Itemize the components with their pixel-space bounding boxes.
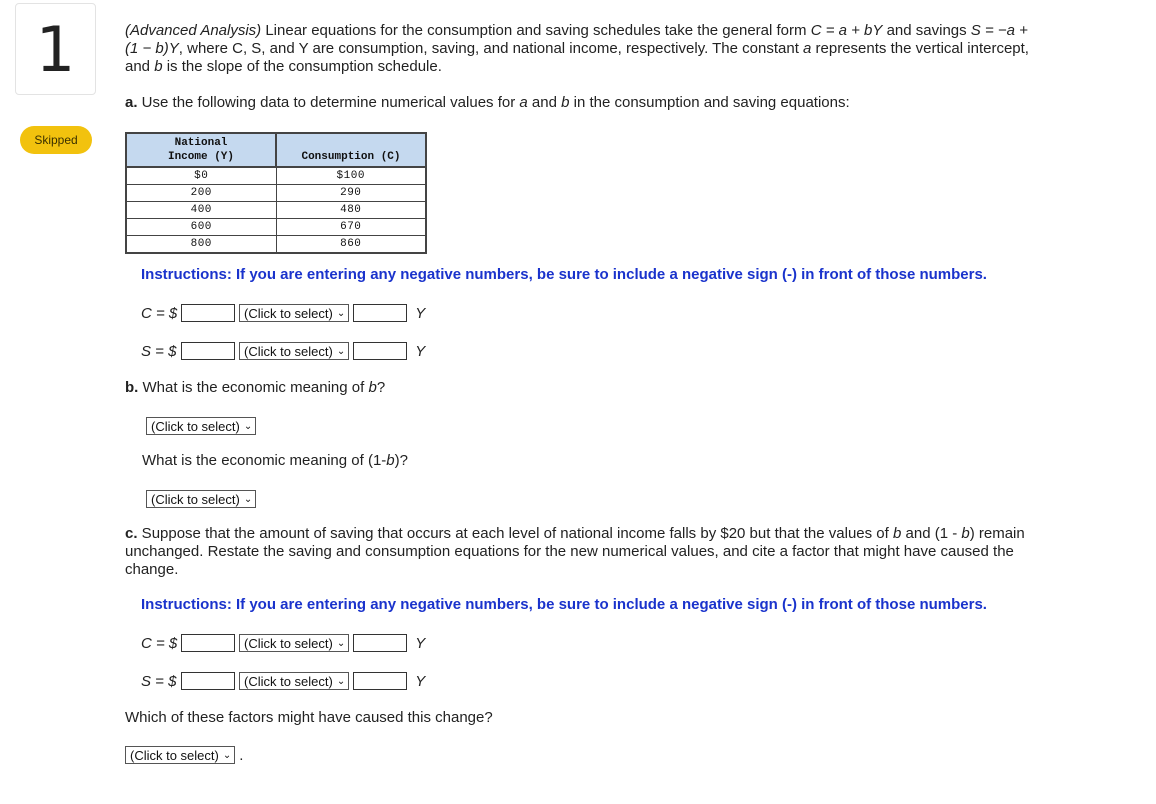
part-c-line-1: c. Suppose that the amount of saving that occurs at each level of national income falls by $20 but that the values of b and (1 - b) remain	[125, 525, 1025, 542]
part-c-line-3: change.	[125, 561, 179, 578]
income-consumption-table	[125, 132, 427, 254]
intro-line-1: (Advanced Analysis) Linear equations for the consumption and saving schedules take the general form C = a + bY and savings S = −a +	[125, 22, 1028, 39]
question-number: 1	[15, 3, 96, 95]
table-row: 800 860	[126, 236, 426, 254]
new-c-intercept-input[interactable]	[181, 634, 235, 652]
chevron-down-icon: ⌄	[243, 420, 253, 432]
new-c-sign-select[interactable]: (Click to select) ⌄	[239, 634, 349, 652]
part-b-question-2: What is the economic meaning of (1-b)?	[142, 452, 408, 469]
meaning-of-1-minus-b-select[interactable]: (Click to select) ⌄	[146, 490, 256, 508]
part-b-select-row	[146, 415, 256, 437]
c-sign-select[interactable]: (Click to select) ⌄	[239, 304, 349, 322]
part-a-prompt: a. Use the following data to determine numerical values for a and b in the consumption and saving equations:	[125, 94, 850, 111]
equation-row-c-c	[141, 632, 425, 654]
new-s-intercept-input[interactable]	[181, 672, 235, 690]
chevron-down-icon: ⌄	[222, 749, 232, 761]
table-row: 200 290	[126, 185, 426, 202]
part-b-prompt: b. What is the economic meaning of b?	[125, 379, 386, 396]
s-sign-select[interactable]: (Click to select) ⌄	[239, 342, 349, 360]
chevron-down-icon: ⌄	[336, 345, 346, 357]
factor-question: Which of these factors might have caused this change?	[125, 709, 493, 726]
table-row: 400 480	[126, 202, 426, 219]
factor-select[interactable]: (Click to select) ⌄	[125, 746, 235, 764]
part-c-line-2: unchanged. Restate the saving and consumption equations for the new numerical values, and cite a factor that might have caused the	[125, 543, 1014, 560]
equation-row-c-a	[141, 302, 425, 324]
part-b-select-row-2	[146, 488, 256, 510]
chevron-down-icon: ⌄	[336, 307, 346, 319]
chevron-down-icon: ⌄	[243, 493, 253, 505]
s-slope-input[interactable]	[353, 342, 407, 360]
instructions-c: Instructions: If you are entering any negative numbers, be sure to include a negative sign (-) in front of those numbers.	[141, 596, 987, 613]
equation-row-s-c	[141, 670, 425, 692]
c-slope-input[interactable]	[353, 304, 407, 322]
s-label: S = $	[141, 672, 177, 690]
status-badge: Skipped	[20, 126, 92, 154]
intro-line-3: and b is the slope of the consumption schedule.	[125, 58, 442, 75]
s-label: S = $	[141, 342, 177, 360]
period: .	[239, 746, 244, 764]
table-header-income: National Income (Y)	[126, 133, 276, 167]
new-s-slope-input[interactable]	[353, 672, 407, 690]
meaning-of-b-select[interactable]: (Click to select) ⌄	[146, 417, 256, 435]
table-row: 600 670	[126, 219, 426, 236]
s-intercept-input[interactable]	[181, 342, 235, 360]
table-header-consumption: Consumption (C)	[276, 133, 426, 167]
chevron-down-icon: ⌄	[336, 675, 346, 687]
c-label: C = $	[141, 634, 178, 652]
y-variable: Y	[415, 634, 426, 652]
factor-select-row	[125, 744, 243, 766]
y-variable: Y	[415, 304, 426, 322]
new-s-sign-select[interactable]: (Click to select) ⌄	[239, 672, 349, 690]
equation-row-s-a	[141, 340, 425, 362]
new-c-slope-input[interactable]	[353, 634, 407, 652]
chevron-down-icon: ⌄	[336, 637, 346, 649]
intro-line-2: (1 − b)Y, where C, S, and Y are consumption, saving, and national income, respectively. The constant a represents the vertical intercept,	[125, 40, 1029, 57]
instructions-a: Instructions: If you are entering any negative numbers, be sure to include a negative sign (-) in front of those numbers.	[141, 266, 987, 283]
y-variable: Y	[415, 342, 426, 360]
y-variable: Y	[415, 672, 426, 690]
c-label: C = $	[141, 304, 178, 322]
c-intercept-input[interactable]	[181, 304, 235, 322]
table-row: $0 $100	[126, 167, 426, 185]
